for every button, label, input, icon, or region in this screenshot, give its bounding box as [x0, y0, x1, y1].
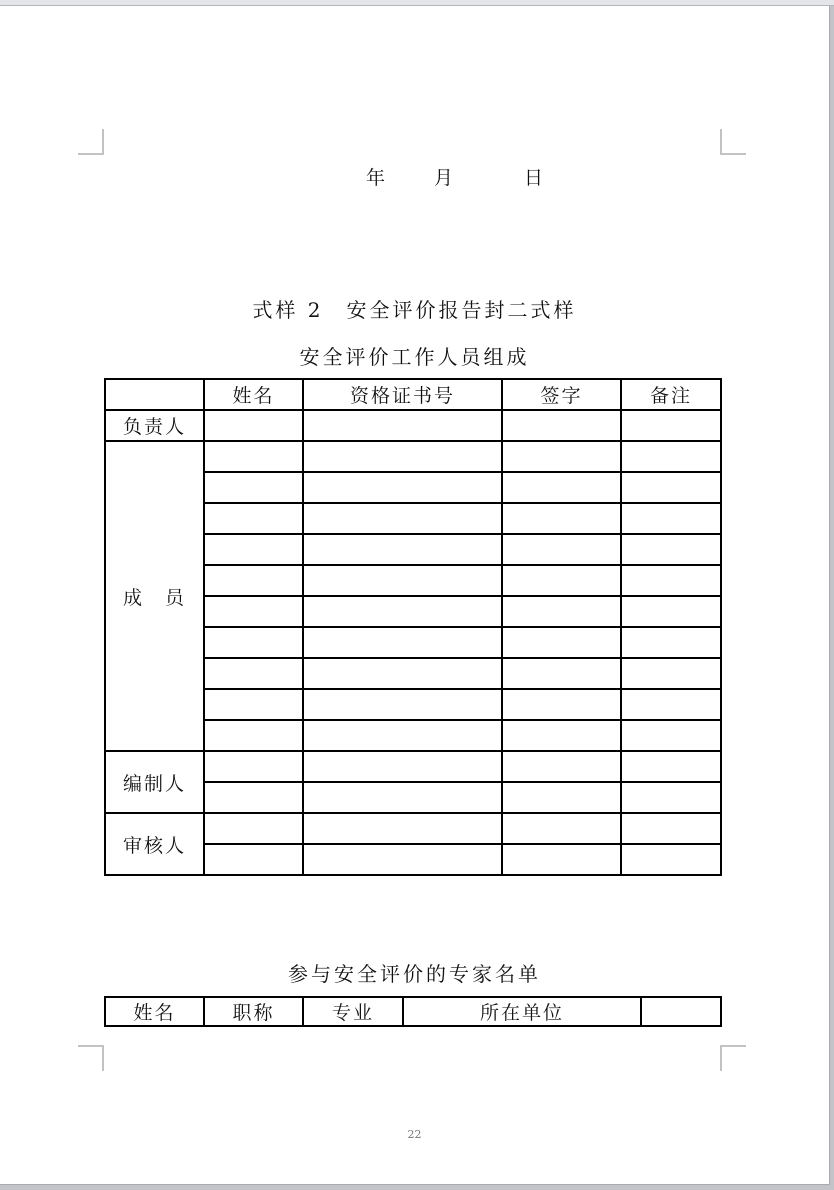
date-month-label: 月 [434, 167, 454, 189]
remarks-cell[interactable] [621, 658, 721, 689]
date-line [0, 163, 829, 193]
table-row [105, 410, 721, 441]
header-cell-blank [641, 997, 721, 1026]
remarks-cell[interactable] [621, 503, 721, 534]
date-day-label: 日 [524, 167, 544, 189]
cert-no-cell[interactable] [303, 751, 502, 782]
expert-table-title: 参与安全评价的专家名单 [288, 962, 541, 986]
remarks-cell[interactable] [621, 782, 721, 813]
table-header-row [105, 379, 721, 410]
name-cell[interactable] [204, 441, 303, 472]
name-cell[interactable] [204, 596, 303, 627]
signature-cell[interactable] [502, 689, 621, 720]
remarks-cell[interactable] [621, 689, 721, 720]
signature-cell[interactable] [502, 472, 621, 503]
staff-table-title: 安全评价工作人员组成 [299, 345, 530, 369]
table-row [105, 441, 721, 472]
signature-cell[interactable] [502, 813, 621, 844]
name-cell[interactable] [204, 565, 303, 596]
header-cell-organization: 所在单位 [403, 997, 641, 1026]
cert-no-cell[interactable] [303, 410, 502, 441]
staff-table [104, 378, 722, 876]
signature-cell[interactable] [502, 410, 621, 441]
signature-cell[interactable] [502, 441, 621, 472]
remarks-cell[interactable] [621, 410, 721, 441]
signature-cell[interactable] [502, 503, 621, 534]
remarks-cell[interactable] [621, 596, 721, 627]
name-cell[interactable] [204, 751, 303, 782]
remarks-cell[interactable] [621, 751, 721, 782]
signature-cell[interactable] [502, 565, 621, 596]
role-label-cell: 编制人 [105, 751, 204, 813]
name-cell[interactable] [204, 689, 303, 720]
date-year-label: 年 [366, 167, 386, 189]
remarks-cell[interactable] [621, 627, 721, 658]
remarks-cell[interactable] [621, 534, 721, 565]
cert-no-cell[interactable] [303, 627, 502, 658]
name-cell[interactable] [204, 720, 303, 751]
header-cell-signature: 签字 [502, 379, 621, 410]
name-cell[interactable] [204, 782, 303, 813]
header-cell-name: 姓名 [204, 379, 303, 410]
signature-cell[interactable] [502, 751, 621, 782]
crop-mark-top-left [78, 129, 104, 155]
cert-no-cell[interactable] [303, 596, 502, 627]
crop-mark-top-right [720, 129, 746, 155]
header-cell-remarks: 备注 [621, 379, 721, 410]
expert-table [104, 996, 722, 1027]
signature-cell[interactable] [502, 844, 621, 875]
remarks-cell[interactable] [621, 565, 721, 596]
signature-cell[interactable] [502, 720, 621, 751]
remarks-cell[interactable] [621, 844, 721, 875]
role-label-cell: 审核人 [105, 813, 204, 875]
signature-cell[interactable] [502, 627, 621, 658]
cert-no-cell[interactable] [303, 689, 502, 720]
cert-no-cell[interactable] [303, 441, 502, 472]
remarks-cell[interactable] [621, 472, 721, 503]
header-cell-title: 职称 [204, 997, 303, 1026]
cert-no-cell[interactable] [303, 658, 502, 689]
cert-no-cell[interactable] [303, 472, 502, 503]
name-cell[interactable] [204, 410, 303, 441]
cert-no-cell[interactable] [303, 534, 502, 565]
cert-no-cell[interactable] [303, 503, 502, 534]
header-cell-name: 姓名 [105, 997, 204, 1026]
cert-no-cell[interactable] [303, 565, 502, 596]
role-label-cell: 负责人 [105, 410, 204, 441]
table-row [105, 813, 721, 844]
remarks-cell[interactable] [621, 720, 721, 751]
remarks-cell[interactable] [621, 441, 721, 472]
cert-no-cell[interactable] [303, 782, 502, 813]
signature-cell[interactable] [502, 534, 621, 565]
header-cell-cert-no: 资格证书号 [303, 379, 502, 410]
name-cell[interactable] [204, 813, 303, 844]
role-label-cell: 成 员 [105, 441, 204, 751]
table-header-row [105, 997, 721, 1026]
document-page [0, 6, 830, 1185]
crop-mark-bottom-right [720, 1045, 746, 1071]
page-number: 22 [407, 1128, 422, 1141]
section-title: 式样 2 安全评价报告封二式样 [252, 298, 577, 322]
name-cell[interactable] [204, 627, 303, 658]
crop-mark-bottom-left [78, 1045, 104, 1071]
signature-cell[interactable] [502, 596, 621, 627]
header-cell-blank [105, 379, 204, 410]
name-cell[interactable] [204, 844, 303, 875]
table-row [105, 751, 721, 782]
cert-no-cell[interactable] [303, 844, 502, 875]
remarks-cell[interactable] [621, 813, 721, 844]
name-cell[interactable] [204, 534, 303, 565]
signature-cell[interactable] [502, 782, 621, 813]
signature-cell[interactable] [502, 658, 621, 689]
header-cell-specialty: 专业 [303, 997, 403, 1026]
cert-no-cell[interactable] [303, 813, 502, 844]
name-cell[interactable] [204, 503, 303, 534]
name-cell[interactable] [204, 658, 303, 689]
name-cell[interactable] [204, 472, 303, 503]
cert-no-cell[interactable] [303, 720, 502, 751]
